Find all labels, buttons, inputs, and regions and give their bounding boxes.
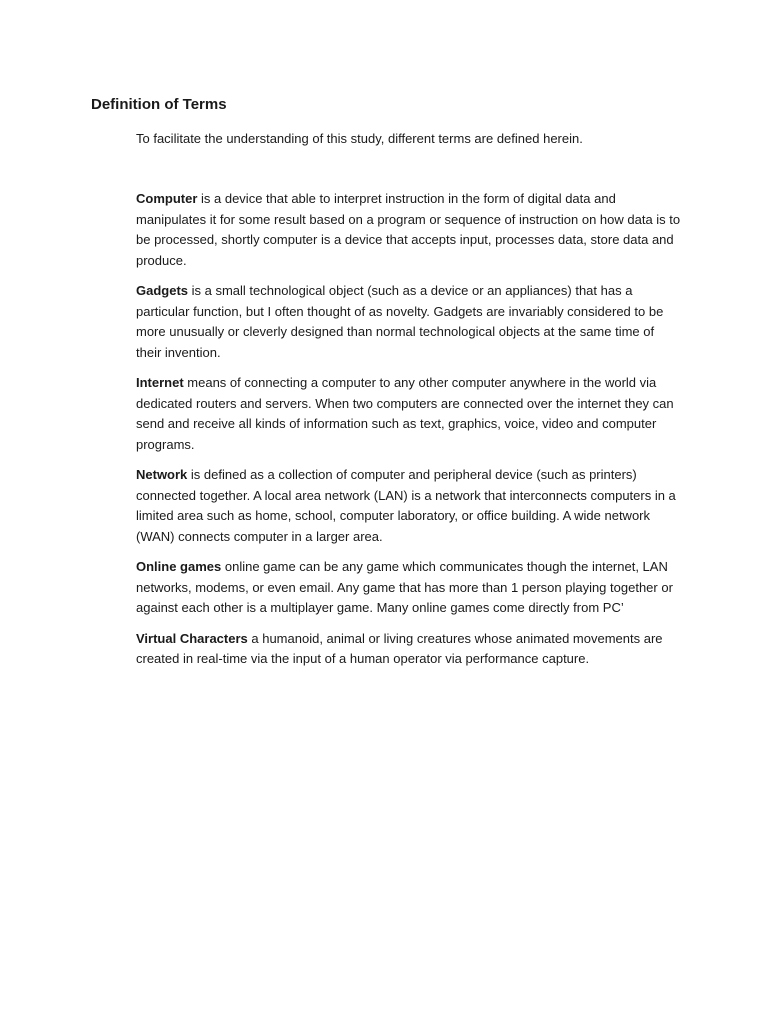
term-paragraph-gadgets [136, 281, 681, 363]
term-definition: a humanoid, animal or living creatures whose animated movements are created in real-time via the input of a human operator via performance capture. [136, 630, 663, 666]
term-paragraph-online-games [136, 557, 681, 619]
term-definition: is a small technological object (such as a device or an appliances) that has a particular function, but I often thought of as novelty. Gadgets are invariably considered to be more unusually or cleverly designed than normal technological objects at the same time of their invention. [136, 283, 664, 360]
term-paragraph-virtual-characters [136, 629, 681, 670]
term-paragraph-internet [136, 373, 681, 455]
term-definition: is defined as a collection of computer and peripheral device (such as printers) connected together. A local area network (LAN) is a network that interconnects computers in a limited area such as home, school, computer laboratory, or office building. A wide network (WAN) connects computer in a larger area. [136, 467, 676, 544]
terms-list [136, 189, 681, 680]
term-paragraph-computer [136, 189, 681, 271]
term-paragraph-network [136, 465, 681, 547]
term-definition: online game can be any game which communicates though the internet, LAN networks, modems, or even email. Any game that has more than 1 person playing together or against each other is a multiplayer game. Many online games come directly from PC’ [136, 559, 673, 615]
term-definition: is a device that able to interpret instruction in the form of digital data and manipulates it for some result based on a program or sequence of instruction on how data is to be processed, shortly computer is a device that accepts input, processes data, store data and produce. [136, 191, 681, 268]
term-name: Computer [136, 191, 198, 206]
term-definition: means of connecting a computer to any other computer anywhere in the world via dedicated routers and servers. When two computers are connected over the internet they can send and receive all kinds of information such as text, graphics, voice, video and computer programs. [136, 375, 674, 452]
term-name: Online games [136, 559, 222, 574]
term-name: Internet [136, 375, 184, 390]
intro-paragraph: To facilitate the understanding of this study, different terms are defined herein. [136, 131, 583, 146]
term-name: Network [136, 467, 188, 482]
term-name: Gadgets [136, 283, 189, 298]
section-heading: Definition of Terms [91, 96, 227, 113]
term-name: Virtual Characters [136, 630, 248, 646]
